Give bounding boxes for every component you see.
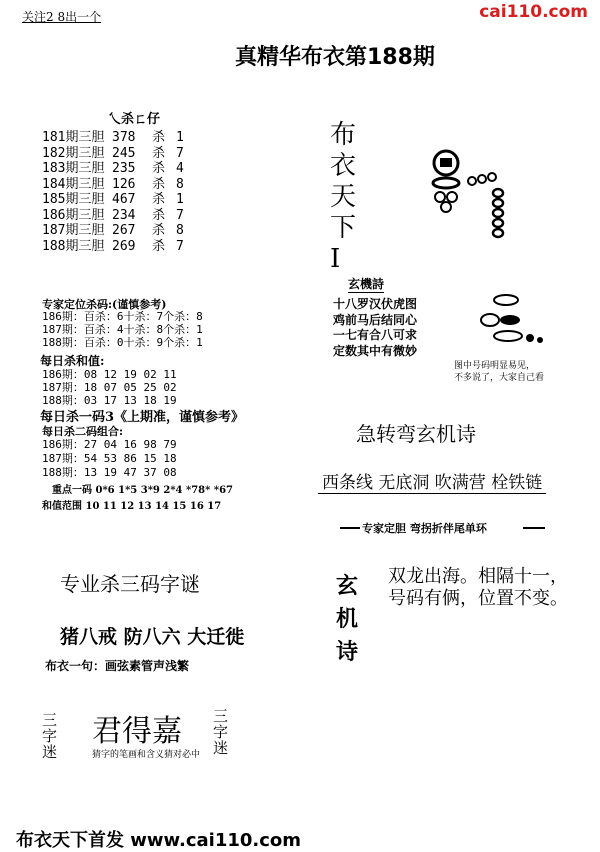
two-code-heading: 每日杀二码组合: [42,425,124,438]
two-code-row: 187期：54 53 86 15 18 [42,452,177,465]
key-one-code: 重点一码 0*6 1*5 3*9 2*4 *78* *67 [52,485,233,496]
xuanji-vertical-title: 玄机诗 [336,573,359,665]
expert-kill-heading: 专家定位杀码:(谨慎参考) [42,298,167,311]
xuanji-poem-line: 十八罗汉伏虎图 [333,297,418,311]
xuanji-poem-line: 一七有合八可求 [333,328,418,342]
kill-list [42,130,184,254]
daily-sum-row: 188期：03 17 13 18 19 [42,394,177,407]
riddle-left-label: 三字迷 [42,711,58,761]
kill-kill_label: 杀 [152,238,166,254]
kill-kill_label: 杀 [152,130,166,145]
kill-row [42,223,184,239]
xuanji-poem-lines [333,297,417,359]
dash-right [523,527,545,529]
kill-row [42,208,184,224]
buyi-vertical-title: 布衣天下I [330,120,357,274]
kill-kill_label: 杀 [152,192,166,207]
top-note: 关注2 8出一个 [22,10,102,24]
two-code-row: 186期：27 04 16 98 79 [42,438,177,451]
coin-figure-icon [420,145,520,245]
one-code-line: 每日杀一码3《上期准，谨慎参考》 [40,410,245,425]
kill-period: 183期三胆 [42,161,105,176]
kill-nums: 467 [112,192,136,207]
kill-period: 187期三胆 [42,223,105,238]
kill-kill: 4 [176,161,184,176]
kill-period: 182期三胆 [42,145,105,161]
image-note [454,360,544,384]
kill-kill: 1 [176,130,184,145]
daily-sum-row: 187期：18 07 05 25 02 [42,381,177,394]
footer-text[interactable]: 布衣天下首发 www.cai110.com [16,830,302,851]
kill-kill_label: 杀 [152,145,166,161]
kill-nums: 267 [112,223,136,238]
kill-section-heading: 乀杀ㄈ仔 [108,112,161,127]
buyi-line: 布衣一句：画弦素管声浅繁 [45,659,190,673]
xuanji-poem-line: 定数其中有微妙 [333,343,418,358]
kill-kill: 7 [176,145,184,161]
kill-nums: 245 [112,145,136,161]
kill-nums: 269 [112,238,136,254]
expert-kill-row: 187期：百杀：4十杀：8个杀：1 [42,323,203,336]
site-logo[interactable]: cai110.com [479,2,588,22]
expert-bei-line: 专家定胆 弯拐折伴尾单环 [362,522,487,535]
sum-range: 和值范围 10 11 12 13 14 15 16 17 [42,501,222,512]
kill-kill_label: 杀 [152,176,166,192]
urgent-poem-line: 西条线 无底洞 吹满营 栓铁链 [318,468,546,494]
kill-row [42,161,184,177]
xuanji-right-line: 双龙出海。相隔十一， [388,566,568,587]
kill-row [42,192,184,208]
kill3-words: 猪八戒 防八六 大迁徙 [60,626,245,648]
kill-row [42,239,184,255]
expert-kill-row: 188期：百杀：0十杀：9个杀：1 [42,336,203,349]
kill-kill_label: 杀 [152,223,166,238]
kill-period: 188期三胆 [42,238,105,254]
kill-period: 186期三胆 [42,207,105,223]
riddle-hint: 猜字的笔画和含义猜对必中 [92,750,201,760]
expert-kill-list [42,310,203,349]
two-code-row: 188期：13 19 47 37 08 [42,466,177,479]
kill-nums: 235 [112,161,136,176]
riddle-right-label: 三字迷 [213,707,229,757]
kill-nums: 234 [112,207,136,223]
kill-row [42,130,184,146]
daily-sum-row: 186期：08 12 19 02 11 [42,368,177,381]
image-note-line: 图中号码明显易见， [454,361,536,371]
kill-period: 184期三胆 [42,176,105,192]
kill-kill_label: 杀 [152,161,166,176]
daily-sum-list [42,368,177,407]
kill-period: 181期三胆 [42,130,105,145]
expert-kill-row: 186期：百杀：6十杀：7个杀：8 [42,310,203,323]
xuanji-right-lines [388,566,568,610]
kill-kill: 8 [176,176,184,192]
page-title: 真精华布衣第188期 [235,45,435,70]
riddle-big-text: 君得嘉 [92,714,182,749]
kill-kill: 1 [176,192,184,207]
image-note-line: 不多说了，大家自己看 [454,373,545,383]
kill3-title: 专业杀三码字谜 [60,572,200,596]
xuanji-poem-line: 鸡前马后结同心 [333,312,418,327]
kill-kill: 8 [176,223,184,238]
xuanji-poem-title: 玄機詩 [348,277,385,291]
coin-stack-icon [478,292,548,362]
kill-kill: 7 [176,207,184,223]
dash-left [340,527,360,529]
kill-row [42,177,184,193]
two-code-list [42,438,177,480]
kill-nums: 378 [112,130,136,145]
column-divider [297,110,298,810]
daily-sum-heading: 每日杀和值: [40,354,105,368]
xuanji-right-line: 号码有俩，位置不变。 [388,588,568,609]
urgent-poem-title: 急转弯玄机诗 [356,422,476,446]
kill-kill: 7 [176,238,184,254]
kill-kill_label: 杀 [152,207,166,223]
kill-period: 185期三胆 [42,192,105,207]
kill-nums: 126 [112,176,136,192]
kill-row [42,146,184,162]
